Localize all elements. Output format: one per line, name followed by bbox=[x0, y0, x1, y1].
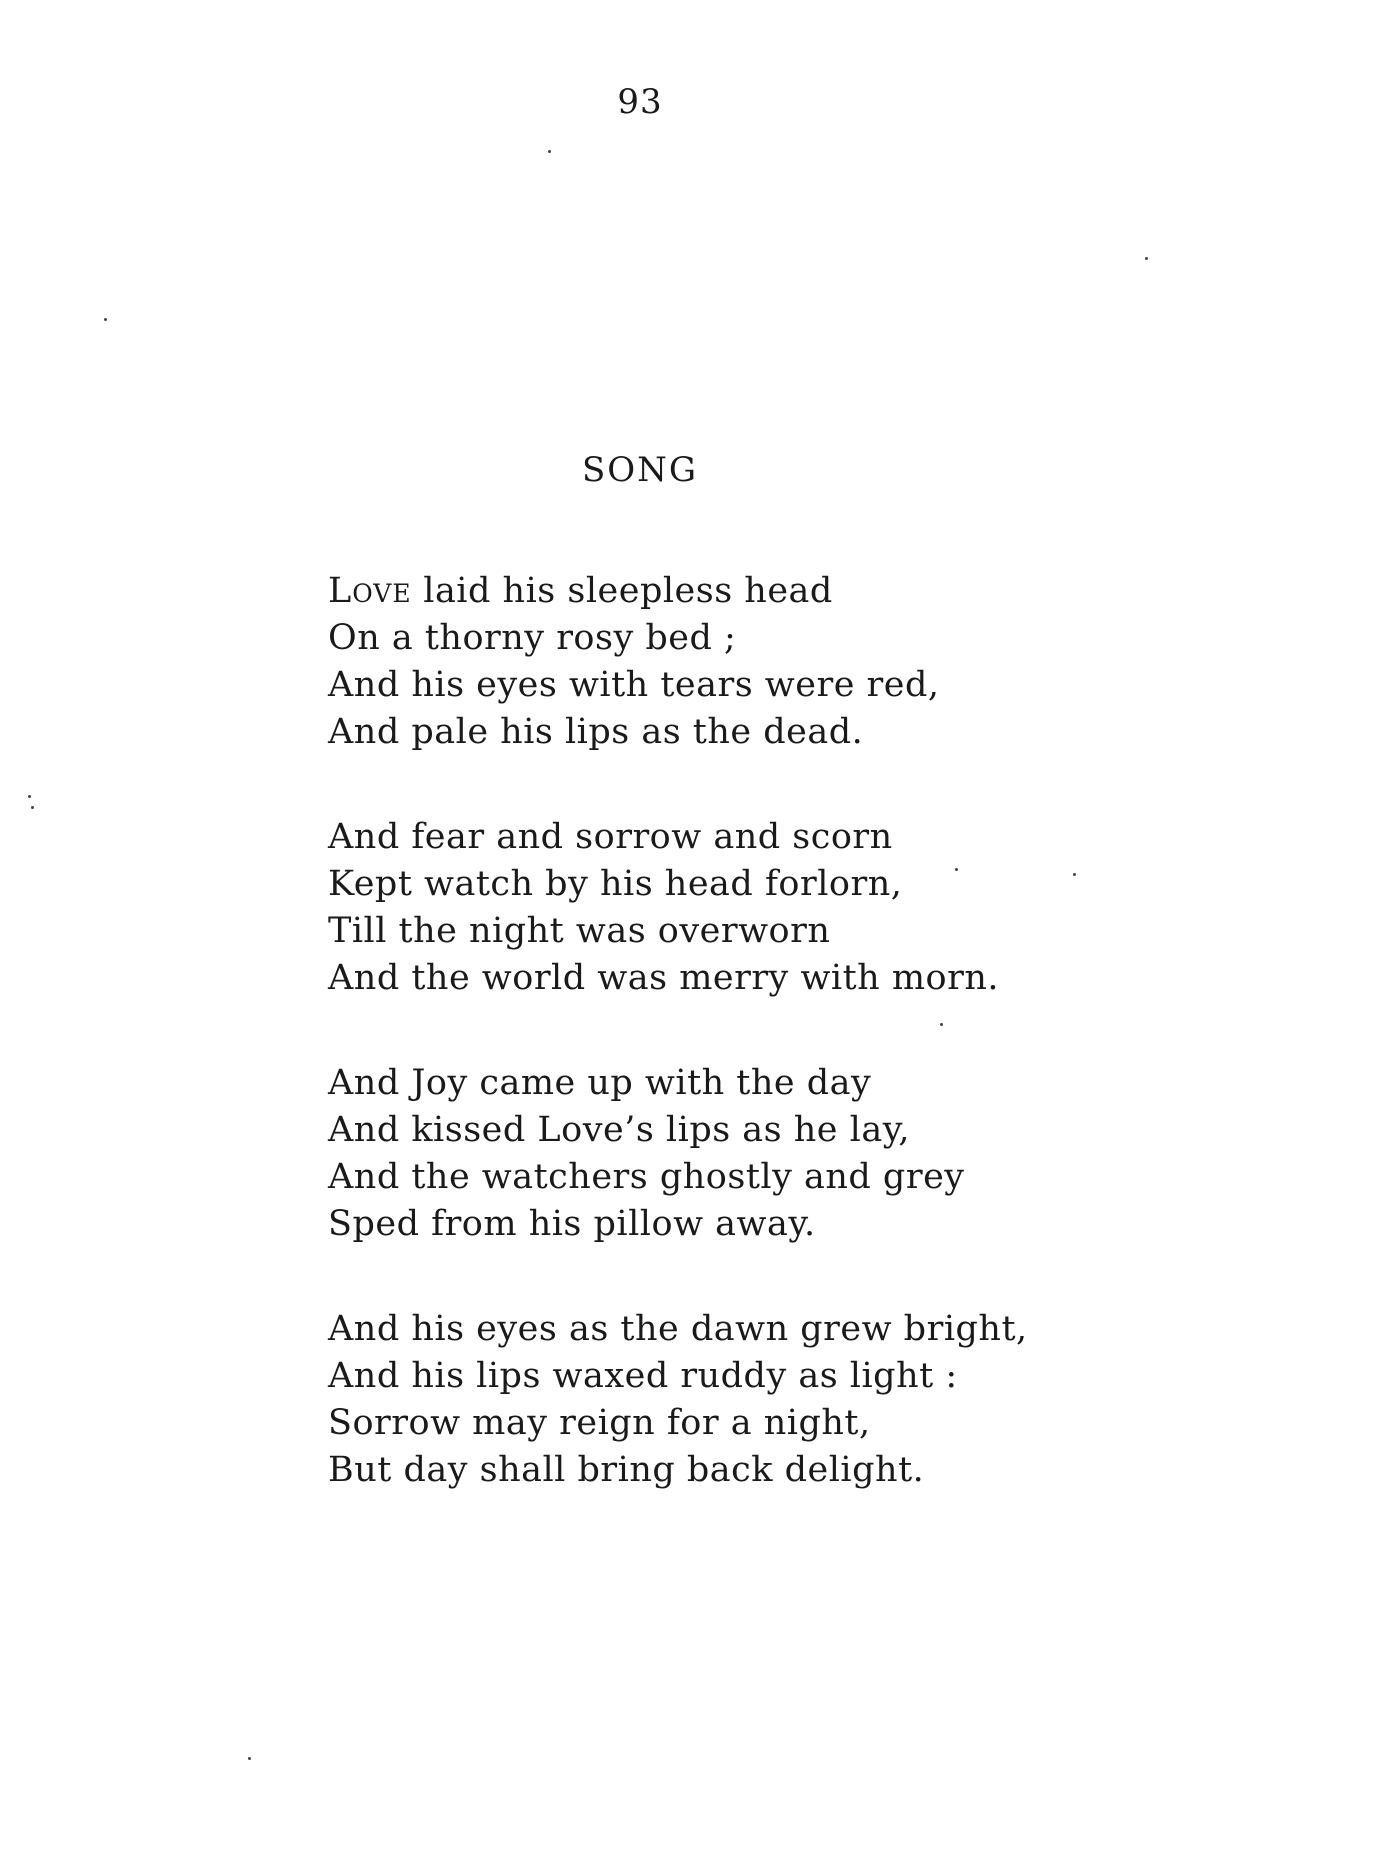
poem-line: But day shall bring back delight. bbox=[328, 1450, 925, 1490]
scan-speck bbox=[28, 795, 31, 798]
poem-body bbox=[328, 568, 1148, 1552]
poem-line: Kept watch by his head forlorn, bbox=[328, 864, 903, 904]
poem-line: And fear and sorrow and scorn bbox=[328, 817, 893, 857]
scan-speck bbox=[248, 1757, 251, 1760]
scan-speck bbox=[548, 150, 551, 153]
scan-speck bbox=[955, 868, 958, 871]
stanza-1 bbox=[328, 568, 1148, 756]
line-text: laid his sleepless head bbox=[423, 571, 833, 611]
poem-line: And his lips waxed ruddy as light : bbox=[328, 1356, 958, 1396]
poem-line: And his eyes with tears were red, bbox=[328, 665, 940, 705]
poem-line: Till the night was overworn bbox=[328, 911, 831, 951]
poem-line: And kissed Love’s lips as he lay, bbox=[328, 1110, 910, 1150]
poem-title: SONG bbox=[581, 450, 699, 490]
poem-line: And pale his lips as the dead. bbox=[328, 712, 864, 752]
poem-line: And the watchers ghostly and grey bbox=[328, 1157, 965, 1197]
stanza-3 bbox=[328, 1060, 1148, 1248]
poem-line: Sorrow may reign for a night, bbox=[328, 1403, 871, 1443]
first-word: Love bbox=[328, 571, 412, 611]
poem-line: And Joy came up with the day bbox=[328, 1063, 872, 1103]
scan-speck bbox=[31, 806, 34, 809]
poem-line: On a thorny rosy bed ; bbox=[328, 618, 737, 658]
scan-speck bbox=[940, 1023, 943, 1026]
scan-speck bbox=[1073, 873, 1076, 876]
scan-speck bbox=[104, 318, 107, 321]
poem-line bbox=[328, 568, 1148, 615]
stanza-4 bbox=[328, 1306, 1148, 1494]
stanza-2 bbox=[328, 814, 1148, 1002]
poem-line: Sped from his pillow away. bbox=[328, 1204, 816, 1244]
scan-speck bbox=[1145, 257, 1148, 260]
poem-line: And his eyes as the dawn grew bright, bbox=[328, 1309, 1028, 1349]
page-number: 93 bbox=[617, 82, 663, 122]
poem-line: And the world was merry with morn. bbox=[328, 958, 999, 998]
